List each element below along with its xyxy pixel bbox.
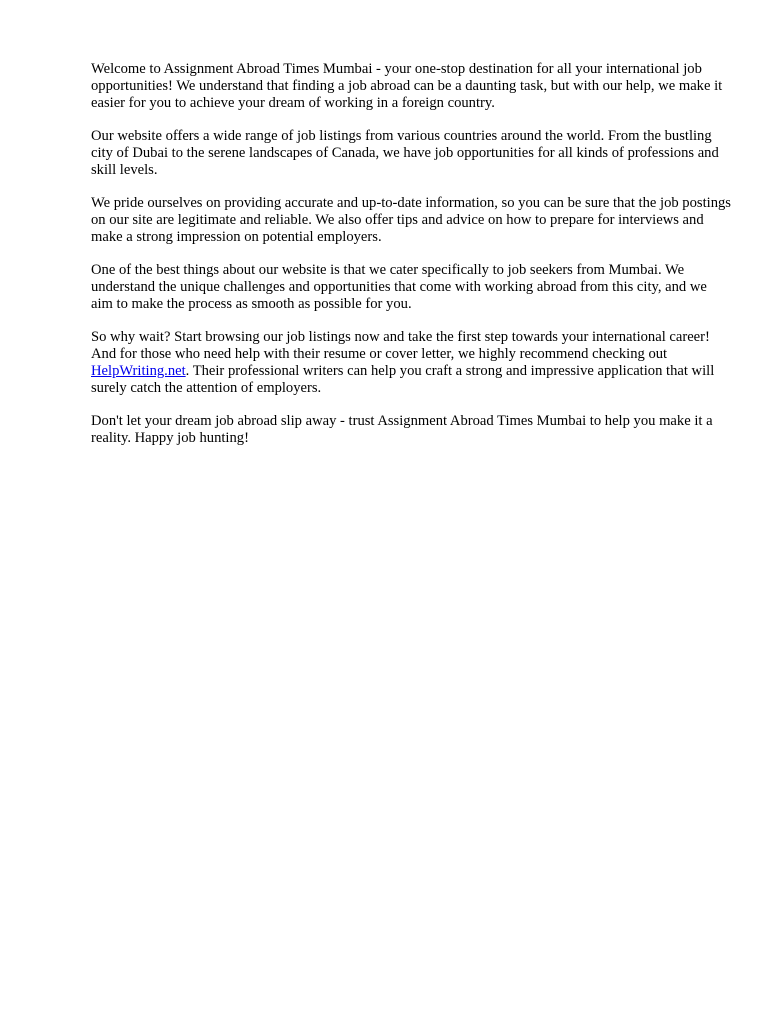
helpwriting-link[interactable]: HelpWriting.net (91, 363, 186, 379)
paragraph-closing: Don't let your dream job abroad slip away - trust Assignment Abroad Times Mumbai to help you make it a reality. Happy job hunting! (91, 413, 713, 446)
document-body (91, 61, 731, 463)
paragraph-helpwriting-after: . Their professional writers can help you craft a strong and impressive application that will surely catch the attention of employers. (91, 363, 715, 396)
paragraph-job-listings: Our website offers a wide range of job listings from various countries around the world. From the bustling city of Dubai to the serene landscapes of Canada, we have job opportunities for all kinds of professions and skill levels. (91, 128, 719, 178)
paragraph-mumbai: One of the best things about our website is that we cater specifically to job seekers from Mumbai. We understand the unique challenges and opportunities that come with working abroad from this city, and we aim to make the process as smooth as possible for you. (91, 262, 707, 312)
paragraph-accuracy: We pride ourselves on providing accurate and up-to-date information, so you can be sure that the job postings on our site are legitimate and reliable. We also offer tips and advice on how to prepare for interviews and make a strong impression on potential employers. (91, 195, 731, 245)
paragraph-helpwriting-before: So why wait? Start browsing our job listings now and take the first step towards your international career! And for those who need help with their resume or cover letter, we highly recommend checking out (91, 329, 710, 362)
paragraph-helpwriting (91, 329, 731, 397)
paragraph-welcome: Welcome to Assignment Abroad Times Mumbai - your one-stop destination for all your international job opportunities! We understand that finding a job abroad can be a daunting task, but with our help, we make it easier for you to achieve your dream of working in a foreign country. (91, 61, 723, 111)
